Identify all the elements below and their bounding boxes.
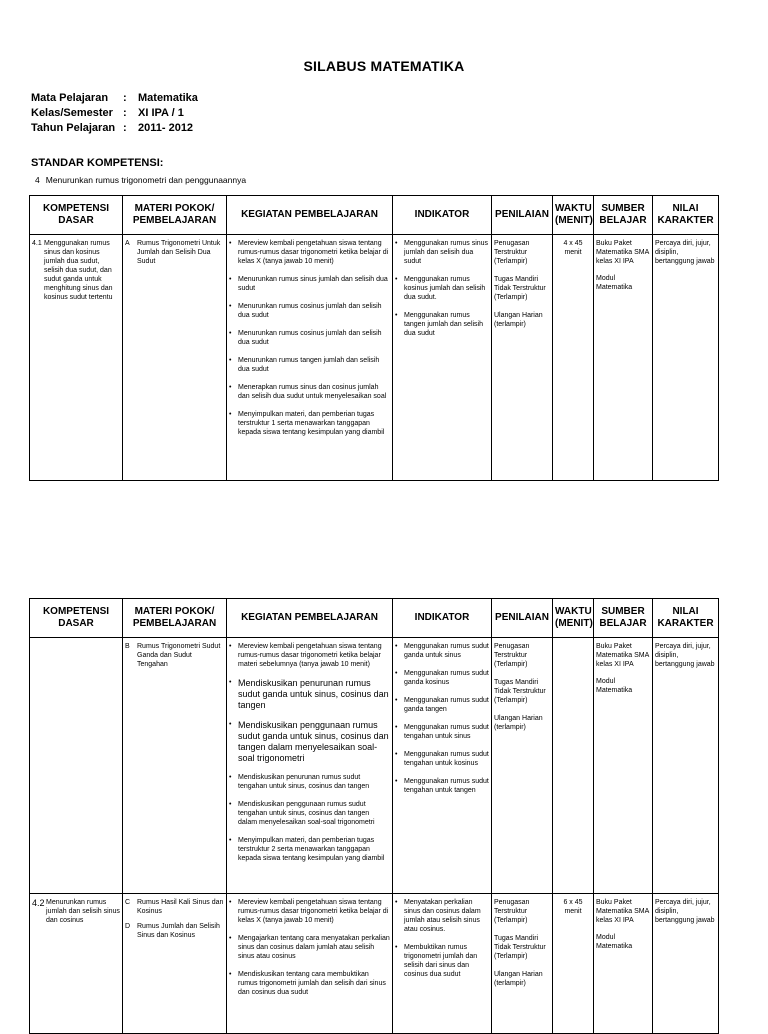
bullet-icon: • [229,276,232,283]
cell-kegiatan [227,638,393,894]
header-nilai: NILAI KARAKTER [653,196,719,235]
kegiatan-item: Menurunkan rumus cosinus jumlah dan selisih dua sudut [238,303,382,319]
bullet-icon: • [229,935,232,942]
silabus-table-2 [29,598,719,1034]
sumber-item: Modul Matematika [596,934,633,950]
standar-text: Menurunkan rumus trigonometri dan penggunaannya [45,175,247,185]
bullet-icon: • [229,774,232,781]
cell-indikator [393,638,492,894]
bullet-icon: • [229,899,232,906]
document-title: SILABUS MATEMATIKA [303,58,465,74]
standar-number: 4 [35,175,40,185]
indikator-item: Menggunakan rumus sinus jumlah dan selisih dua sudut [404,240,489,265]
cell-kompetensi-dasar [30,638,123,894]
indikator-item: Menggunakan rumus sudut ganda kosinus [404,670,489,686]
kegiatan-item: Menyimpulkan materi, dan pemberian tugas terstruktur 1 serta menawarkan tanggapan kepada siswa tentang kesimpulan yang diambil [238,411,385,436]
meta-label: Tahun Pelajaran [31,122,116,134]
table-row [30,894,719,1034]
penilaian-item: Ulangan Harian (terlampir) [494,312,543,328]
kegiatan-item: Menyimpulkan materi, dan pemberian tugas terstruktur 2 serta menawarkan tanggapan kepada siswa tentang kesimpulan yang diambil [238,837,385,862]
cell-materi [123,894,227,1034]
penilaian-item: Penugasan Terstruktur (Terlampir) [494,240,530,265]
cell-sumber [594,235,653,481]
kd-number: 4.2 [32,898,45,908]
indikator-item: Menggunakan rumus sudut tengahan untuk tangen [404,778,489,794]
bullet-icon: • [395,724,398,731]
kegiatan-item: Mendiskusikan penurunan rumus sudut ganda untuk sinus, cosinus dan tangen [238,678,389,710]
bullet-icon: • [395,643,398,650]
header-materi-pokok: MATERI POKOK/ PEMBELAJARAN [123,196,227,235]
meta-value: XI IPA / 1 [138,107,184,119]
table-header-row [30,196,719,235]
indikator-item: Menggunakan rumus tangen jumlah dan selisih dua sudut [404,312,483,337]
table-row [30,235,719,481]
cell-nilai: Percaya diri, jujur, disiplin, bertanggung jawab [653,235,719,481]
header-sumber: SUMBER BELAJAR [594,599,653,638]
bullet-icon: • [229,837,232,844]
bullet-icon: • [395,944,398,951]
header-sumber: SUMBER BELAJAR [594,196,653,235]
materi-letter: D [125,923,131,930]
cell-kompetensi-dasar [30,235,123,481]
materi-text: Rumus Hasil Kali Sinus dan Kosinus [137,899,224,915]
meta-label: Kelas/Semester [31,107,113,119]
materi-text: Rumus Jumlah dan Selisih Sinus dan Kosinus [137,923,220,939]
cell-waktu: 4 x 45 menit [553,235,594,481]
meta-value: Matematika [138,92,198,104]
standar-kompetensi-item [35,175,246,185]
header-indikator: INDIKATOR [393,196,492,235]
kegiatan-item: Mendiskusikan penggunaan rumus sudut tengahan untuk sinus, cosinus dan tangen dalam menyelesaikan soal-soal trigonometri [238,801,375,826]
penilaian-item: Ulangan Harian (terlampir) [494,971,543,987]
penilaian-item: Penugasan Terstruktur (Terlampir) [494,899,530,924]
bullet-icon: • [229,971,232,978]
cell-materi [123,638,227,894]
meta-row [31,107,198,122]
bullet-icon: • [395,312,398,319]
header-penilaian: PENILAIAN [492,599,553,638]
meta-row [31,92,198,107]
bullet-icon: • [229,643,232,650]
penilaian-item: Tugas Mandiri Tidak Terstruktur (Terlampir) [494,679,546,704]
penilaian-item: Tugas Mandiri Tidak Terstruktur (Terlampir) [494,935,546,960]
indikator-item: Menyatakan perkalian sinus dan cosinus dalam jumlah atau selisih sinus atau cosinus. [404,899,481,933]
penilaian-item: Penugasan Terstruktur (Terlampir) [494,643,530,668]
bullet-icon: • [395,240,398,247]
table-row [30,638,719,894]
cell-nilai: Percaya diri, jujur, disiplin, bertanggung jawab [653,894,719,1034]
header-kompetensi-dasar: KOMPETENSI DASAR [30,599,123,638]
bullet-icon: • [229,679,232,686]
cell-sumber [594,638,653,894]
header-kegiatan: KEGIATAN PEMBELAJARAN [227,599,393,638]
cell-penilaian [492,638,553,894]
kegiatan-item: Mereview kembali pengetahuan siswa tentang rumus-rumus dasar trigonometri ketika belajar materi sebelumnya (tanya jawab 10 menit) [238,643,382,668]
cell-waktu [553,638,594,894]
header-nilai: NILAI KARAKTER [653,599,719,638]
kegiatan-item: Mendiskusikan penggunaan rumus sudut ganda untuk sinus, cosinus dan tangen dalam menyelesaikan soal-soal trigonometri [238,720,389,763]
sumber-item: Modul Matematika [596,678,633,694]
header-indikator: INDIKATOR [393,599,492,638]
bullet-icon: • [229,411,232,418]
kegiatan-item: Mengajarkan tentang cara menyatakan perkalian sinus dan cosinus dalam jumlah atau selisih sinus atau cosinus [238,935,390,960]
cell-kegiatan [227,235,393,481]
bullet-icon: • [395,751,398,758]
sumber-item: Buku Paket Matematika SMA kelas XI IPA [596,240,649,265]
meta-value: 2011- 2012 [138,122,194,134]
kd-number: 4.1 [32,240,42,247]
cell-sumber [594,894,653,1034]
kegiatan-item: Menurunkan rumus sinus jumlah dan selisih dua sudut [238,276,388,292]
materi-letter: C [125,899,131,906]
materi-letter: B [125,643,130,650]
cell-indikator [393,235,492,481]
bullet-icon: • [395,778,398,785]
materi-letter: A [125,240,130,247]
standar-kompetensi-title: STANDAR KOMPETENSI: [31,157,164,169]
kd-text: Menggunakan rumus sinus dan kosinus jumlah dua sudut, selisih dua sudut, dan sudut ganda untuk menghitung sinus dan kosinus sudut tertentu [44,240,113,301]
bullet-icon: • [229,721,232,728]
bullet-icon: • [395,899,398,906]
meta-colon: : [123,122,127,134]
kd-text: Menurunkan rumus jumlah dan selisih sinus dan cosinus [46,899,120,924]
header-kompetensi-dasar: KOMPETENSI DASAR [30,196,123,235]
penilaian-item: Tugas Mandiri Tidak Terstruktur (Terlampir) [494,276,546,301]
indikator-item: Menggunakan rumus sudut tengahan untuk sinus [404,724,489,740]
bullet-icon: • [229,303,232,310]
kegiatan-item: Menurunkan rumus tangen jumlah dan selisih dua sudut [238,357,380,373]
indikator-item: Membuktikan rumus trigonometri jumlah dan selisih dari sinus dan cosinus dua sudut [404,944,478,978]
silabus-table-1 [29,195,719,481]
sumber-item: Modul Matematika [596,275,633,291]
cell-materi [123,235,227,481]
kegiatan-item: Mereview kembali pengetahuan siswa tentang rumus-rumus dasar trigonometri ketika belajar di kelas X (tanya jawab 10 menit) [238,240,389,265]
bullet-icon: • [395,276,398,283]
header-kegiatan: KEGIATAN PEMBELAJARAN [227,196,393,235]
sumber-item: Buku Paket Matematika SMA kelas XI IPA [596,899,649,924]
cell-waktu: 6 x 45 menit [553,894,594,1034]
meta-colon: : [123,107,127,119]
bullet-icon: • [229,330,232,337]
cell-penilaian [492,235,553,481]
bullet-icon: • [229,240,232,247]
header-materi-pokok: MATERI POKOK/ PEMBELAJARAN [123,599,227,638]
kegiatan-item: Mendiskusikan penurunan rumus sudut tengahan untuk sinus, cosinus dan tangen [238,774,370,790]
materi-text: Rumus Trigonometri Untuk Jumlah dan Selisih Dua Sudut [137,240,221,265]
header-waktu: WAKTU (MENIT) [553,196,594,235]
meta-colon: : [123,92,127,104]
indikator-item: Menggunakan rumus sudut ganda untuk sinus [404,643,489,659]
indikator-item: Menggunakan rumus sudut ganda tangen [404,697,489,713]
penilaian-item: Ulangan Harian (terlampir) [494,715,543,731]
bullet-icon: • [229,801,232,808]
cell-penilaian [492,894,553,1034]
meta-label: Mata Pelajaran [31,92,109,104]
cell-kompetensi-dasar [30,894,123,1034]
bullet-icon: • [229,357,232,364]
header-penilaian: PENILAIAN [492,196,553,235]
cell-nilai: Percaya diri, jujur, disiplin, bertanggung jawab [653,638,719,894]
kegiatan-item: Mereview kembali pengetahuan siswa tentang rumus-rumus dasar trigonometri ketika belajar di kelas X (tanya jawab 10 menit) [238,899,389,924]
meta-info [31,92,198,137]
cell-kegiatan [227,894,393,1034]
indikator-item: Menggunakan rumus kosinus jumlah dan selisih dua sudut. [404,276,486,301]
meta-row [31,122,198,137]
sumber-item: Buku Paket Matematika SMA kelas XI IPA [596,643,649,668]
table-header-row [30,599,719,638]
materi-text: Rumus Trigonometri Sudut Ganda dan Sudut Tengahan [137,643,221,668]
bullet-icon: • [395,670,398,677]
kegiatan-item: Menerapkan rumus sinus dan cosinus jumlah dan selisih dua sudut untuk menyelesaikan soal [238,384,387,400]
kegiatan-item: Menurunkan rumus cosinus jumlah dan selisih dua sudut [238,330,382,346]
cell-indikator [393,894,492,1034]
bullet-icon: • [395,697,398,704]
indikator-item: Menggunakan rumus sudut tengahan untuk kosinus [404,751,489,767]
header-waktu: WAKTU (MENIT) [553,599,594,638]
bullet-icon: • [229,384,232,391]
kegiatan-item: Mendiskusikan tentang cara membuktikan rumus trigonometri jumlah dan selisih dari sinus dan cosinus dua sudut [238,971,386,996]
